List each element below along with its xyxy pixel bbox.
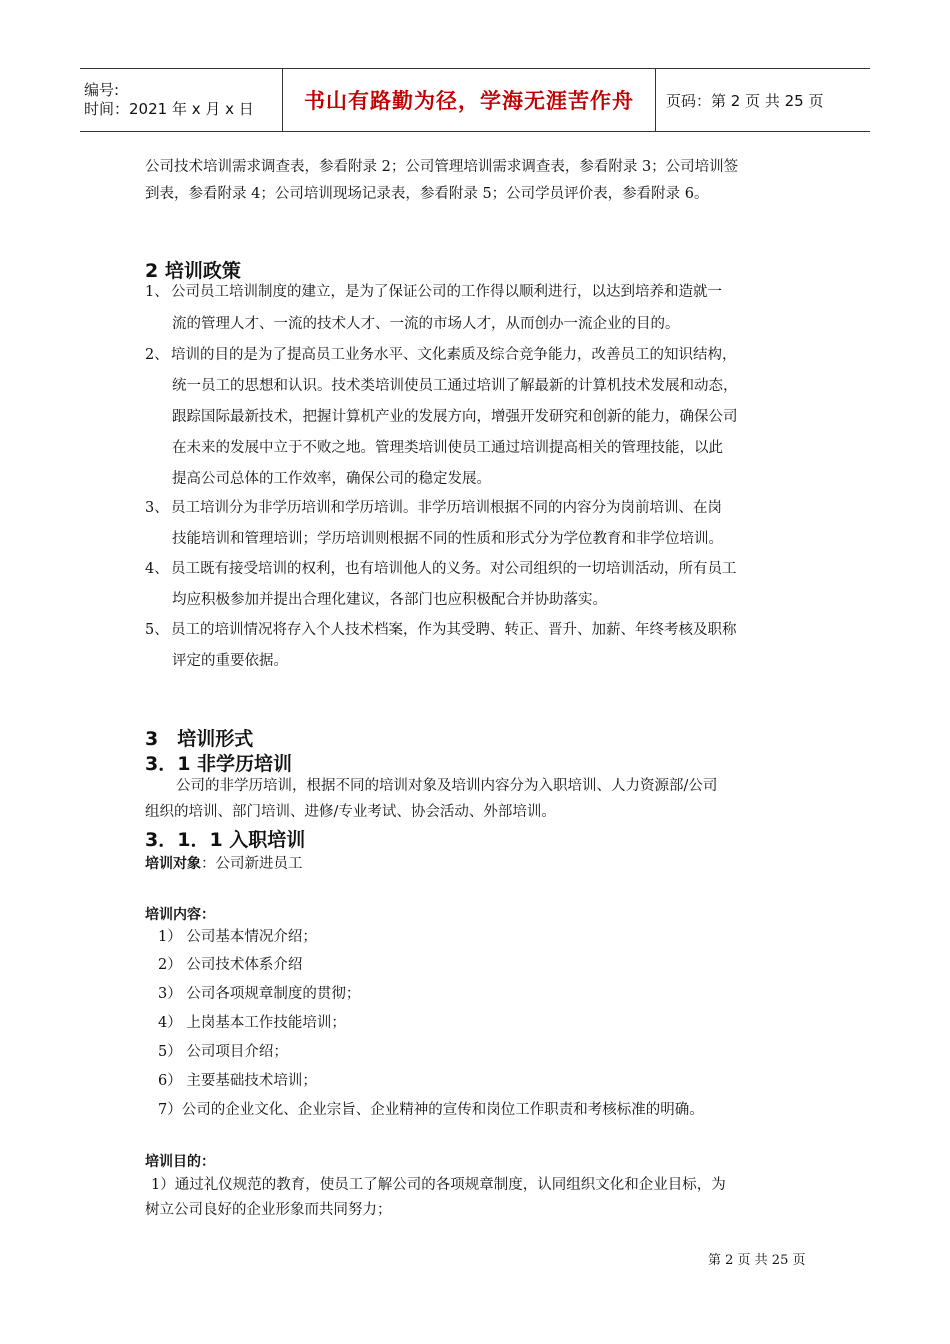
section-3-1-1-heading: 3．1．1 入职培训	[145, 829, 306, 851]
list-number: 4、	[145, 561, 169, 577]
purpose-line-2: 树立公司良好的企业形象而共同努力；	[145, 1202, 392, 1218]
list-number: 1、	[145, 284, 169, 300]
header-meta	[80, 69, 282, 131]
training-content-label: 培训内容：	[145, 907, 215, 923]
policy-item-1-cont: 流的管理人才、一流的技术人才、一流的市场人才，从而创办一流企业的目的。	[172, 316, 680, 332]
header-page-label: 页码：第 2 页 共 25 页	[666, 91, 824, 110]
training-purpose-label: 培训目的：	[145, 1154, 215, 1170]
list-text: 员工的培训情况将存入个人技术档案，作为其受聘、转正、晋升、加薪、年终考核及职称	[171, 622, 737, 638]
content-item-4: 4） 上岗基本工作技能培训；	[158, 1015, 346, 1031]
content-item-2: 2） 公司技术体系介绍	[158, 957, 303, 973]
list-number: 2、	[145, 347, 169, 363]
policy-item-4-cont: 均应积极参加并提出合理化建议，各部门也应积极配合并协助落实。	[172, 592, 607, 608]
doc-time-label: 时间：2021 年 x 月 x 日	[84, 100, 254, 118]
content-item-3: 3） 公司各项规章制度的贯彻；	[158, 986, 361, 1002]
list-text: 培训的目的是为了提高员工业务水平、文化素质及综合竞争能力，改善员工的知识结构，	[171, 347, 737, 363]
section-2-heading: 2 培训政策	[145, 260, 241, 282]
intro-line-1: 公司技术培训需求调查表，参看附录 2；公司管理培训需求调查表，参看附录 3；公司培训签	[145, 159, 739, 175]
policy-item-2	[145, 345, 737, 365]
content-item-6: 6） 主要基础技术培训；	[158, 1073, 317, 1089]
section-3-heading: 3 培训形式	[145, 728, 254, 750]
list-text: 员工培训分为非学历培训和学历培训。非学历培训根据不同的内容分为岗前培训、在岗	[171, 500, 722, 516]
policy-item-2-cont: 提高公司总体的工作效率，确保公司的稳定发展。	[172, 471, 491, 487]
list-number: 5、	[145, 622, 169, 638]
page-footer: 第 2 页 共 25 页	[708, 1253, 806, 1268]
page-header	[80, 68, 870, 132]
intro-line-2: 到表，参看附录 4；公司培训现场记录表，参看附录 5；公司学员评价表，参看附录 6。	[145, 186, 709, 202]
header-motto: 书山有路勤为径，学海无涯苦作舟	[282, 69, 656, 131]
policy-item-1	[145, 282, 722, 302]
list-text: 公司员工培训制度的建立，是为了保证公司的工作得以顺利进行，以达到培养和造就一	[171, 284, 722, 300]
section-3-1-heading: 3．1 非学历培训	[145, 753, 293, 775]
list-number: 3、	[145, 500, 169, 516]
policy-item-5-cont: 评定的重要依据。	[172, 653, 288, 669]
policy-item-3-cont: 技能培训和管理培训；学历培训则根据不同的性质和形式分为学位教育和非学位培训。	[172, 531, 723, 547]
section-3-1-para-2: 组织的培训、部门培训、进修/专业考试、协会活动、外部培训。	[145, 804, 556, 820]
section-3-1-para-1: 公司的非学历培训，根据不同的培训对象及培训内容分为入职培训、人力资源部/公司	[176, 778, 718, 794]
training-target	[145, 852, 303, 873]
policy-item-2-cont: 跟踪国际最新技术，把握计算机产业的发展方向，增强开发研究和创新的能力，确保公司	[172, 409, 738, 425]
policy-item-5	[145, 620, 737, 640]
policy-item-4	[145, 559, 737, 579]
policy-item-2-cont: 统一员工的思想和认识。技术类培训使员工通过培训了解最新的计算机技术发展和动态，	[172, 378, 738, 394]
purpose-line-1: 1）通过礼仪规范的教育，使员工了解公司的各项规章制度，认同组织文化和企业目标，为	[151, 1177, 726, 1193]
doc-number-label: 编号:	[84, 81, 120, 99]
policy-item-2-cont: 在未来的发展中立于不败之地。管理类培训使员工通过培训提高相关的管理技能，以此	[172, 440, 723, 456]
training-target-label: 培训对象	[145, 856, 201, 872]
training-target-value: ：公司新进员工	[201, 856, 303, 872]
list-text: 员工既有接受培训的权利，也有培训他人的义务。对公司组织的一切培训活动，所有员工	[171, 561, 737, 577]
content-item-1: 1） 公司基本情况介绍；	[158, 929, 317, 945]
policy-item-3	[145, 498, 722, 518]
content-item-5: 5） 公司项目介绍；	[158, 1044, 288, 1060]
content-item-7: 7）公司的企业文化、企业宗旨、企业精神的宣传和岗位工作职责和考核标准的明确。	[158, 1102, 704, 1118]
